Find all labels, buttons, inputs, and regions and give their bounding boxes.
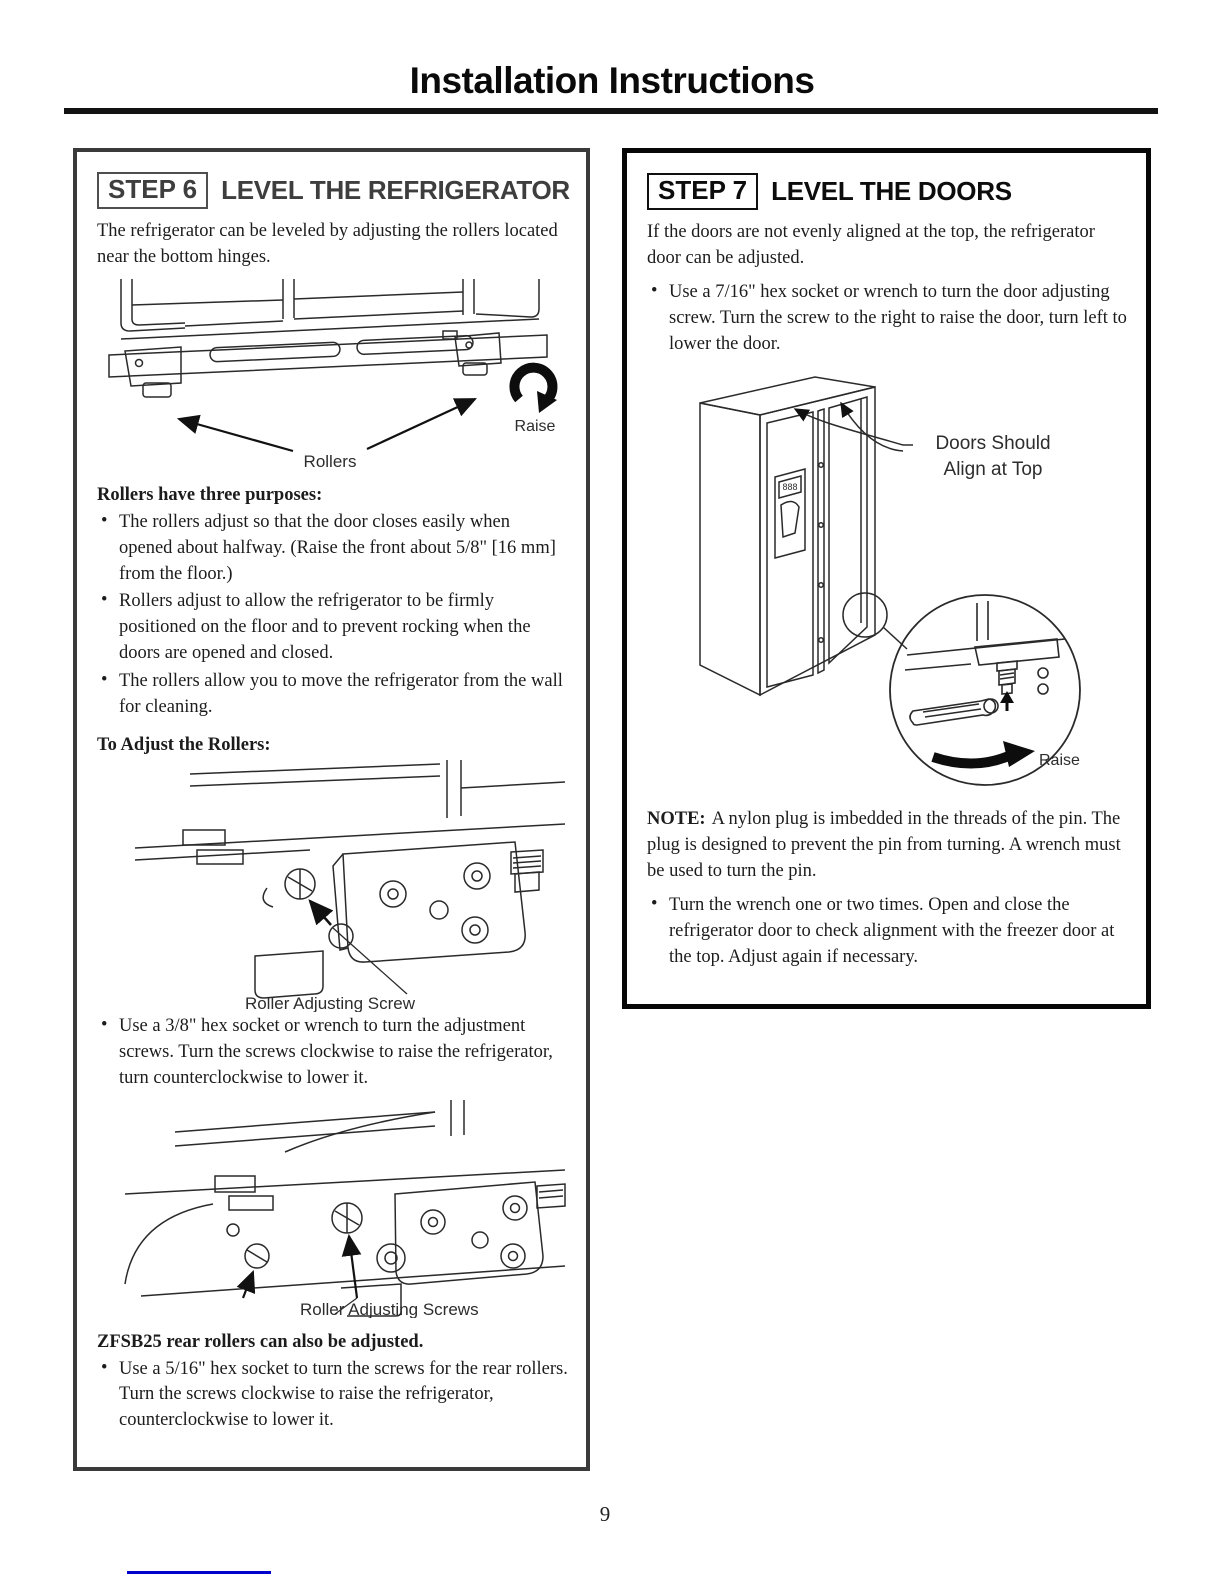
- refrigerator-lineart: [700, 377, 907, 695]
- step7-header: [647, 173, 1128, 210]
- diagram-level-refrigerator: [95, 279, 569, 471]
- doors-align-label-line1: Doors Should: [935, 433, 1051, 455]
- step7-intro: If the doors are not evenly aligned at the top, the refrigerator door can be adjusted.: [647, 222, 1095, 268]
- page-number: 9: [599, 1502, 611, 1526]
- adjust-screws-caption: Roller Adjusting Screws: [300, 1299, 479, 1318]
- step7-bullet1-list: [645, 280, 1128, 358]
- step7-bullet-1: • Use a 7/16" hex socket or wrench to turn the door adjusting screw. Turn the screw to the right to raise the door, turn left to lower the door.: [649, 280, 1128, 358]
- purpose-item: • Rollers adjust to allow the refrigerator to be firmly positioned on the floor and to prevent rocking when the doors are opened and closed.: [99, 589, 568, 667]
- note-paragraph: [647, 807, 1126, 885]
- purposes-heading: Rollers have three purposes:: [97, 484, 323, 505]
- adjust-bullet-list: [95, 1014, 568, 1092]
- note-text: A nylon plug is imbedded in the threads of the pin. The plug is designed to prevent the pin from turning. A wrench must be used to turn the pin.: [647, 809, 1121, 882]
- footer-link-line[interactable]: [127, 1571, 271, 1574]
- step6-intro: The refrigerator can be leveled by adjusting the rollers located near the bottom hinges.: [97, 221, 558, 267]
- step6-badge: STEP 6: [97, 172, 208, 209]
- step6-panel: [73, 148, 590, 1471]
- dispenser-display: 888: [782, 482, 798, 493]
- step7-bullet-2: • Turn the wrench one or two times. Open and close the refrigerator door to check alignment with the freezer door at the top. Adjust again if necessary.: [649, 893, 1128, 971]
- purposes-list: [95, 510, 568, 721]
- adjust-bullet: • Use a 3/8" hex socket or wrench to turn the adjustment screws. Turn the screws clockwise to raise the refrigerator, turn counterclockwise to lower it.: [99, 1014, 568, 1092]
- diagram-roller-adjusting-screws: [95, 1100, 569, 1318]
- step7-panel: [622, 148, 1151, 1009]
- diagram-door-alignment: [645, 365, 1133, 797]
- adjust-heading: To Adjust the Rollers:: [97, 734, 271, 755]
- note-label: NOTE:: [647, 809, 706, 830]
- hinge-closeup-lineart: [135, 760, 565, 998]
- title-rule: [64, 108, 1158, 114]
- zfsb-bullet-list: [95, 1357, 568, 1435]
- doors-align-label-line2: Align at Top: [943, 459, 1043, 481]
- purpose-item: • The rollers adjust so that the door closes easily when opened about halfway. (Raise the front about 5/8" [16 mm] from the floor.): [99, 510, 568, 588]
- adjust-screw-caption: Roller Adjusting Screw: [244, 993, 416, 1012]
- hinge-closeup-two-screws-lineart: [125, 1100, 565, 1316]
- diagram-roller-adjusting-screw: [95, 760, 569, 1012]
- raise-label: Raise: [514, 417, 556, 435]
- page-title: Installation Instructions: [409, 60, 815, 101]
- step7-badge: STEP 7: [647, 173, 758, 210]
- rollers-label: Rollers: [303, 451, 357, 471]
- step7-title: LEVEL THE DOORS: [771, 176, 1012, 206]
- step7-bullet2-list: [645, 893, 1128, 971]
- caption-leader-line: [333, 928, 407, 994]
- inset-raise-label: Raise: [1039, 752, 1080, 770]
- zfsb-bullet: • Use a 5/16" hex socket to turn the screws for the rear rollers. Turn the screws clockwise to raise the refrigerator, counterclockwise to lower it.: [99, 1357, 568, 1435]
- rollers-pointer-arrows: [179, 399, 475, 451]
- step6-header: [97, 172, 568, 209]
- zfsb-heading: ZFSB25 rear rollers can also be adjusted.: [97, 1331, 424, 1352]
- refrigerator-bottom-lineart: [109, 279, 547, 397]
- raise-rotate-icon: [514, 367, 557, 412]
- step6-title: LEVEL THE REFRIGERATOR: [221, 175, 570, 205]
- purpose-item: • The rollers allow you to move the refrigerator from the wall for cleaning.: [99, 669, 568, 721]
- raise-curved-arrow-icon: [933, 741, 1035, 767]
- screw-pointer-arrow: [310, 901, 331, 925]
